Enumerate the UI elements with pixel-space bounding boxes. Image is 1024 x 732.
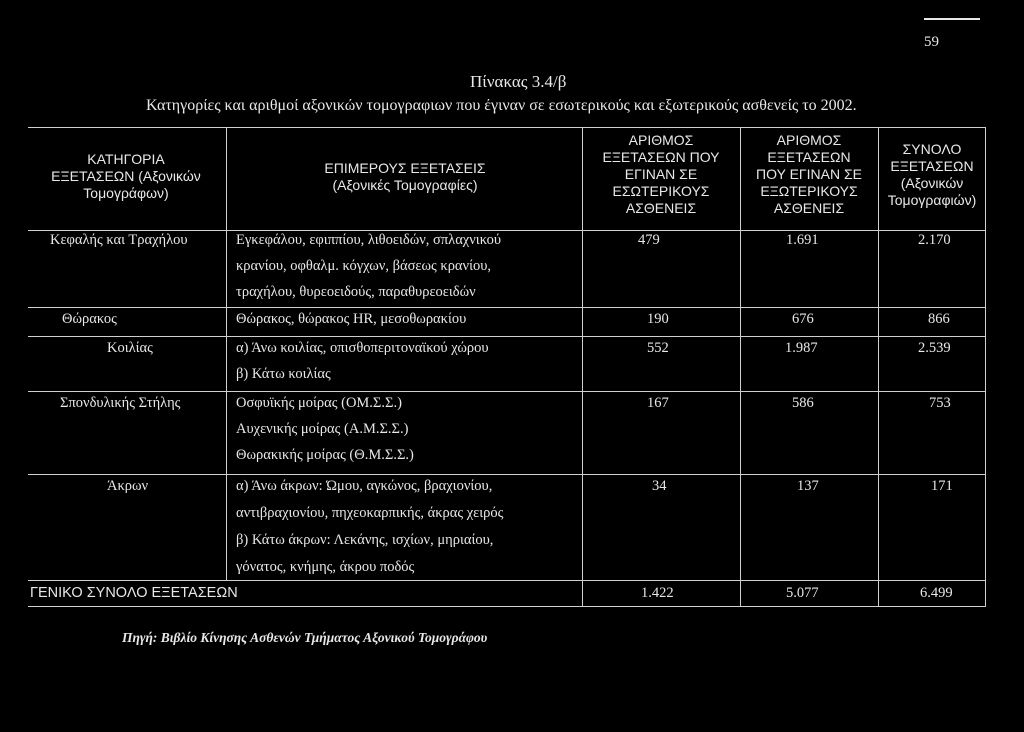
header-total: ΣΥΝΟΛΟ ΕΞΕΤΑΣΕΩΝ (Αξονικών Τομογραφιών) bbox=[887, 141, 977, 208]
row-exam-line: Εγκεφάλου, εφιππίου, λιθοειδών, σπλαχνικού bbox=[236, 232, 502, 248]
grand-total-external: 5.077 bbox=[786, 585, 819, 601]
header-category: ΚΑΤΗΓΟΡΙΑ ΕΞΕΤΑΣΕΩΝ (Αξονικών Τομογράφων) bbox=[51, 151, 201, 201]
row-internal: 552 bbox=[647, 340, 669, 356]
top-rule bbox=[924, 18, 980, 20]
row-exam-line: Οσφυϊκής μοίρας (ΟΜ.Σ.Σ.) bbox=[236, 395, 402, 411]
row-exam-line: κρανίου, οφθαλμ. κόγχων, βάσεως κρανίου, bbox=[236, 258, 492, 274]
grand-total-total: 6.499 bbox=[920, 585, 953, 601]
column-divider bbox=[582, 127, 583, 606]
row-category: Θώρακος bbox=[62, 311, 117, 327]
grand-total-label: ΓΕΝΙΚΟ ΣΥΝΟΛΟ ΕΞΕΤΑΣΕΩΝ bbox=[30, 585, 238, 601]
header-internal: ΑΡΙΘΜΟΣ ΕΞΕΤΑΣΕΩΝ ΠΟΥ ΕΓΙΝΑΝ ΣΕ ΕΣΩΤΕΡΙΚΟΥΣ ΑΣΘΕΝΕΙΣ bbox=[602, 132, 720, 216]
row-rule bbox=[28, 336, 986, 337]
row-total: 866 bbox=[928, 311, 950, 327]
row-rule bbox=[28, 580, 986, 581]
row-rule bbox=[28, 391, 986, 392]
row-external: 1.987 bbox=[785, 340, 818, 356]
column-divider bbox=[878, 127, 879, 606]
page-number: 59 bbox=[924, 34, 939, 50]
table-top-rule bbox=[28, 127, 986, 128]
row-category: Κεφαλής και Τραχήλου bbox=[50, 232, 188, 248]
row-total: 171 bbox=[931, 478, 953, 494]
row-exam-line: Θωρακικής μοίρας (Θ.Μ.Σ.Σ.) bbox=[236, 447, 414, 463]
row-external: 586 bbox=[792, 395, 814, 411]
row-internal: 167 bbox=[647, 395, 669, 411]
row-internal: 479 bbox=[638, 232, 660, 248]
table-bottom-rule bbox=[28, 606, 986, 607]
table-caption: Κατηγορίες και αριθμοί αξονικών τομογραφιων που έγιναν σε εσωτερικούς και εξωτερικούς ασθενείς το 2002. bbox=[146, 97, 857, 114]
column-divider bbox=[740, 127, 741, 606]
row-external: 137 bbox=[797, 478, 819, 494]
row-total: 753 bbox=[929, 395, 951, 411]
row-exam-line: Αυχενικής μοίρας (Α.Μ.Σ.Σ.) bbox=[236, 421, 409, 437]
row-total: 2.170 bbox=[918, 232, 951, 248]
row-exam-line: β) Κάτω άκρων: Λεκάνης, ισχίων, μηριαίου, bbox=[236, 532, 494, 548]
header-external: ΑΡΙΘΜΟΣ ΕΞΕΤΑΣΕΩΝ ΠΟΥ ΕΓΙΝΑΝ ΣΕ ΕΞΩΤΕΡΙΚΟΥΣ ΑΣΘΕΝΕΙΣ bbox=[756, 132, 862, 216]
row-category: Άκρων bbox=[107, 478, 149, 494]
row-exam-line: αντιβραχιονίου, πηχεοκαρπικής, άκρας χειρός bbox=[236, 505, 504, 521]
row-category: Κοιλίας bbox=[107, 340, 153, 356]
header-sub-exams: ΕΠΙΜΕΡΟΥΣ ΕΞΕΤΑΣΕΙΣ (Αξονικές Τομογραφίες) bbox=[324, 160, 486, 193]
row-external: 1.691 bbox=[786, 232, 819, 248]
header-bottom-rule bbox=[28, 230, 986, 231]
row-category: Σπονδυλικής Στήλης bbox=[60, 395, 181, 411]
row-rule bbox=[28, 474, 986, 475]
row-internal: 34 bbox=[652, 478, 667, 494]
row-total: 2.539 bbox=[918, 340, 951, 356]
row-internal: 190 bbox=[647, 311, 669, 327]
row-external: 676 bbox=[792, 311, 814, 327]
row-exam-line: Θώρακος, θώρακος HR, μεσοθωρακίου bbox=[236, 311, 467, 327]
row-exam-line: τραχήλου, θυρεοειδούς, παραθυρεοειδών bbox=[236, 284, 476, 300]
row-exam-line: α) Άνω κοιλίας, οπισθοπεριτοναϊκού χώρου bbox=[236, 340, 489, 356]
source-note: Πηγή: Βιβλίο Κίνησης Ασθενών Τμήματος Αξονικού Τομογράφου bbox=[122, 630, 488, 645]
grand-total-internal: 1.422 bbox=[641, 585, 674, 601]
table-number: Πίνακας 3.4/β bbox=[470, 72, 567, 91]
row-exam-line: γόνατος, κνήμης, άκρου ποδός bbox=[236, 559, 415, 575]
row-exam-line: α) Άνω άκρων: Ώμου, αγκώνος, βραχιονίου, bbox=[236, 478, 493, 494]
column-divider bbox=[985, 127, 986, 606]
row-rule bbox=[28, 307, 986, 308]
column-divider bbox=[226, 127, 227, 580]
row-exam-line: β) Κάτω κοιλίας bbox=[236, 366, 331, 382]
